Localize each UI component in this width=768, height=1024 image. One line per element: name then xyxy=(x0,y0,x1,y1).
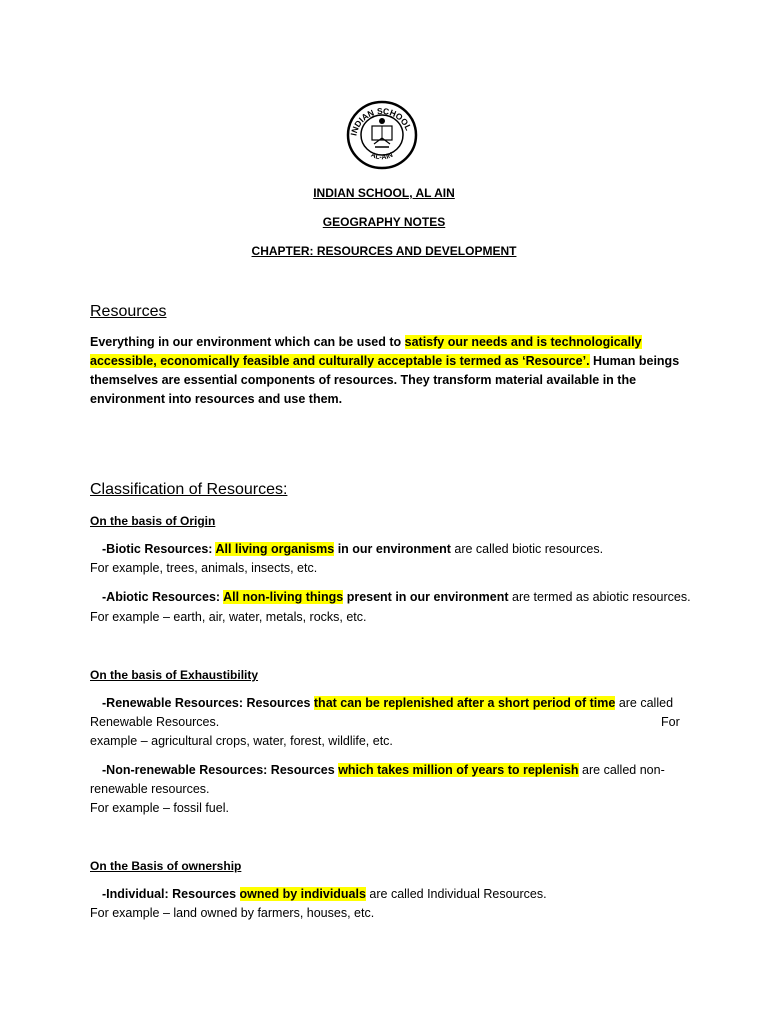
highlight-text: owned by individuals xyxy=(239,887,366,901)
individual-example: For example – land owned by farmers, houses, etc. xyxy=(90,906,375,920)
plain-text: are called xyxy=(615,696,674,710)
para-text: themselves are essential components of resources. They transform material available in the xyxy=(90,373,637,387)
svg-text:AL-AIN xyxy=(370,152,394,162)
logo-bottom-text: AL-AIN xyxy=(369,151,395,162)
biotic-example: For example, trees, animals, insects, etc. xyxy=(90,561,318,575)
renewable-label: -Renewable Resources: Resources xyxy=(102,696,314,710)
resources-paragraph xyxy=(90,333,680,409)
ownership-heading: On the Basis of ownership xyxy=(90,859,242,873)
highlight-text: accessible, economically feasible and culturally acceptable is termed as ‘Resource’. xyxy=(90,354,590,368)
chapter-title: CHAPTER: RESOURCES AND DEVELOPMENT xyxy=(251,244,517,258)
individual-label: -Individual: Resources xyxy=(102,887,240,901)
plain-text: are called biotic resources. xyxy=(450,542,604,556)
plain-text: are called Individual Resources. xyxy=(365,887,547,901)
school-seal-logo xyxy=(346,100,418,170)
abiotic-example: For example – earth, air, water, metals, rocks, etc. xyxy=(90,610,367,624)
abiotic-label: -Abiotic Resources: xyxy=(102,590,224,604)
exhaustibility-heading: On the basis of Exhaustibility xyxy=(90,668,259,682)
renewable-for: For xyxy=(661,715,680,729)
highlight-text: that can be replenished after a short period of time xyxy=(313,696,616,710)
highlight-text: which takes million of years to replenish xyxy=(338,763,579,777)
highlight-text: All non-living things xyxy=(223,590,344,604)
biotic-line xyxy=(90,542,603,556)
nonrenewable-example: For example – fossil fuel. xyxy=(90,801,229,815)
plain-text: are called non- xyxy=(578,763,665,777)
classification-heading-text: Classification of Resources xyxy=(90,481,283,498)
para-text: Human beings xyxy=(589,354,680,368)
nonrenewable-label: -Non-renewable Resources: Resources xyxy=(102,763,339,777)
highlight-text: satisfy our needs and is technologically xyxy=(404,335,642,349)
renewable-line-2: Renewable Resources. xyxy=(90,715,220,729)
heading-colon: : xyxy=(282,481,288,498)
abiotic-line xyxy=(90,590,691,604)
subject-title: GEOGRAPHY NOTES xyxy=(322,215,446,229)
school-title: INDIAN SCHOOL, AL AIN xyxy=(313,186,455,200)
plain-text: are termed as abiotic resources. xyxy=(508,590,691,604)
renewable-line xyxy=(90,696,673,710)
para-text: Everything in our environment which can be used to xyxy=(90,335,405,349)
bold-text: in our environment xyxy=(334,542,451,556)
nonrenewable-line-2: renewable resources. xyxy=(90,782,210,796)
renewable-example: example – agricultural crops, water, forest, wildlife, etc. xyxy=(90,734,393,748)
resources-heading: Resources xyxy=(90,303,167,320)
individual-line xyxy=(90,887,547,901)
classification-heading xyxy=(90,481,287,499)
logo-top-text: INDIAN SCHOOL xyxy=(348,105,414,137)
highlight-text: All living organisms xyxy=(215,542,335,556)
nonrenewable-line xyxy=(90,763,665,777)
origin-heading: On the basis of Origin xyxy=(90,514,216,528)
para-text: environment into resources and use them. xyxy=(90,392,343,406)
bold-text: present in our environment xyxy=(343,590,509,604)
biotic-label: -Biotic Resources: xyxy=(102,542,216,556)
